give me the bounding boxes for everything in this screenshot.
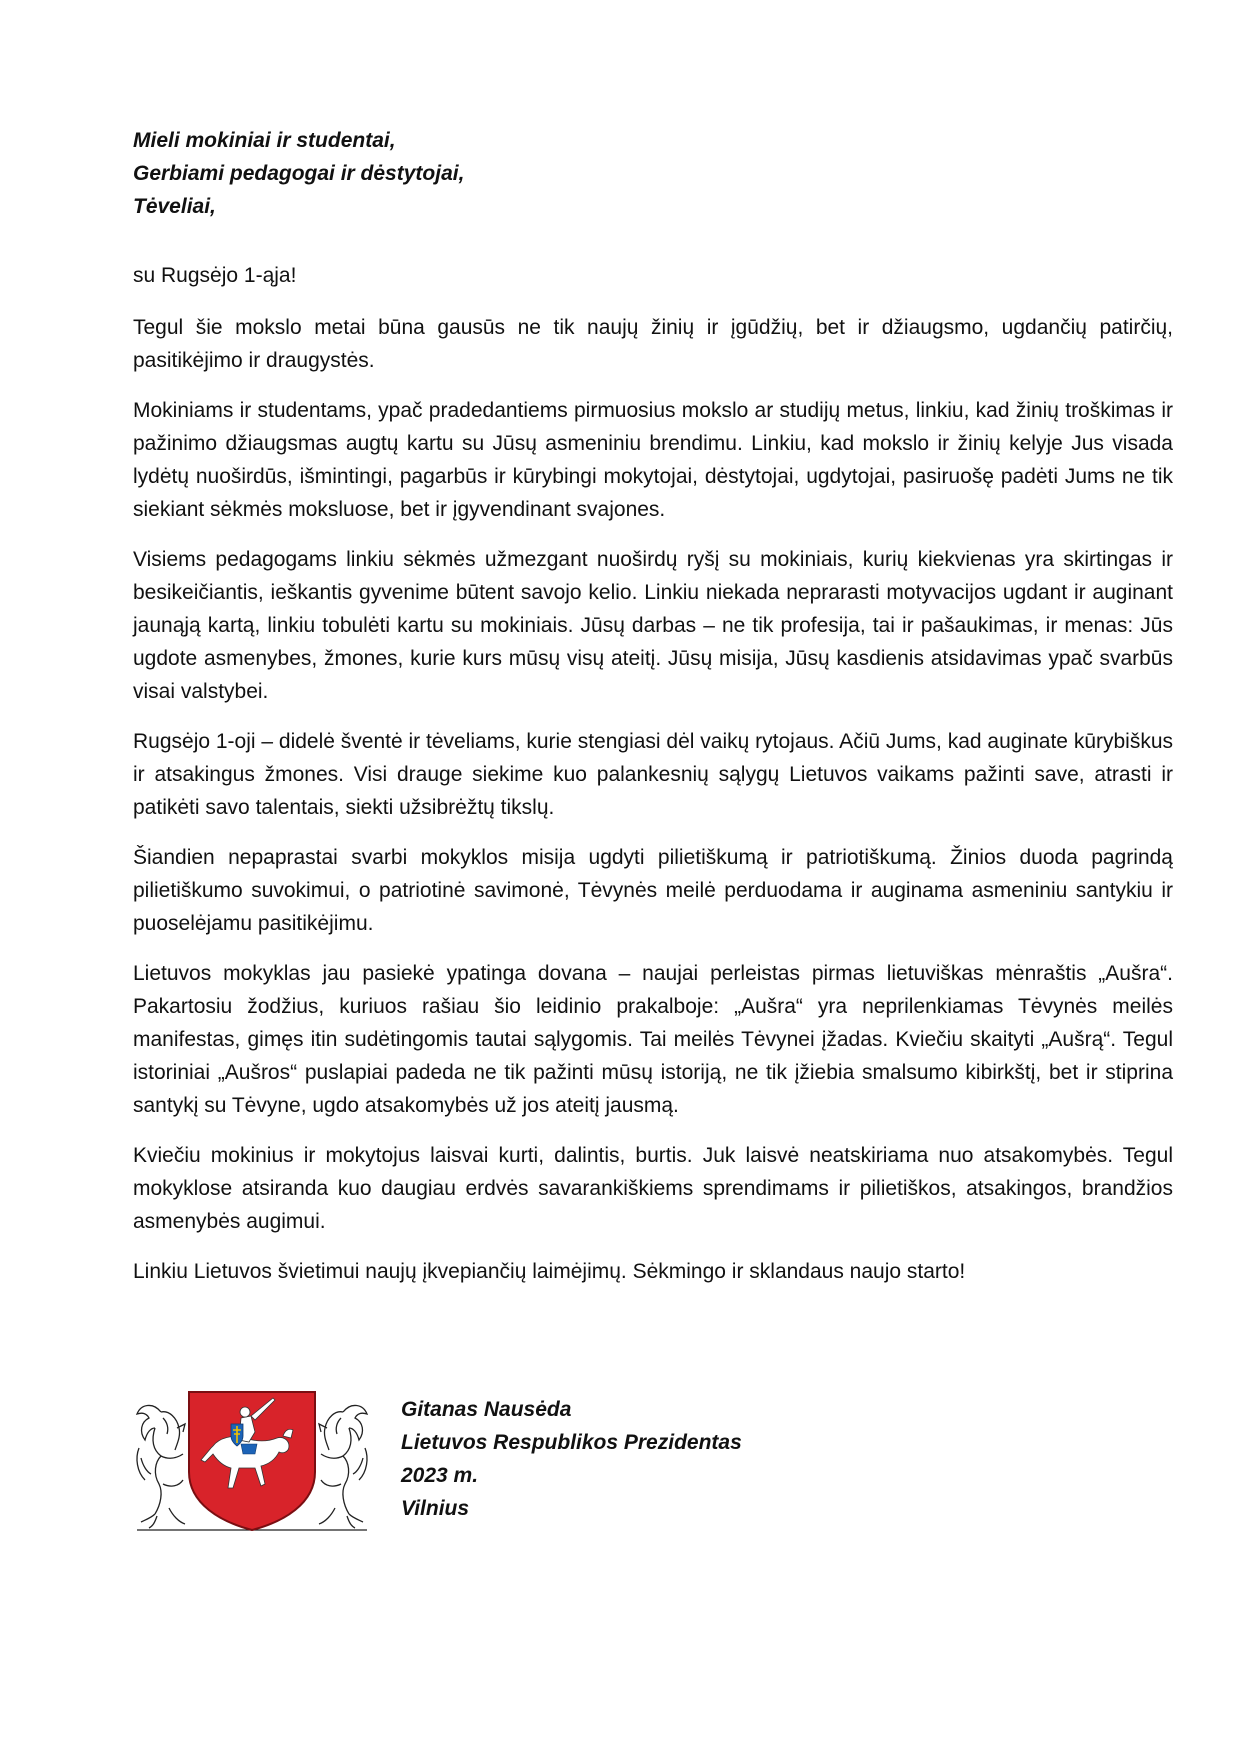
signatory-title: Lietuvos Respublikos Prezidentas	[401, 1431, 742, 1454]
closing-paragraph: Linkiu Lietuvos švietimui naujų įkvepiančių laimėjimų. Sėkmingo ir sklandaus naujo starto!	[133, 1260, 966, 1283]
paragraph: Mokiniams ir studentams, ypač pradedantiems pirmuosius mokslo ar studijų metus, linkiu, kad žinių troškimas ir pažinimo džiaugsmas augtų kartu su Jūsų asmeniniu brendimu. Linkiu, kad mokslo ir žinių kelyje Jus visada lydėtų nuoširdūs, išmintingi, pagarbūs ir kūrybingi mokytojai, dėstytojai, ugdytojai, pasiruošę padėti Jums ne tik siekiant sėkmės moksluose, bet ir įgyvendinant svajones.	[133, 399, 1173, 521]
salutation-line: Gerbiami pedagogai ir dėstytojai,	[133, 162, 465, 185]
paragraph: Lietuvos mokyklas jau pasiekė ypatinga dovana – naujai perleistas pirmas lietuviškas mėnraštis „Aušra“. Pakartosiu žodžius, kuriuos rašiau šio leidinio prakalboje: „Aušra“ yra neprilenkiamas Tėvynės meilės manifestas, gimęs itin sudėtingomis tautai sąlygomis. Tai meilės Tėvynei įžadas. Kviečiu skaityti „Aušrą“. Tegul istoriniai „Aušros“ puslapiai padeda ne tik pažinti mūsų istoriją, ne tik įžiebia smalsumo kibirkštį, bet ir stiprina santykį su Tėvyne, ugdo atsakomybės už jos ateitį jausmą.	[133, 962, 1173, 1117]
coat-of-arms-icon	[133, 1388, 371, 1534]
paragraph: Šiandien nepaprastai svarbi mokyklos misija ugdyti pilietiškumą ir patriotiškumą. Žinios duoda pagrindą pilietiškumo suvokimui, o patriotinė savimonė, Tėvynės meilė perduodama ir auginama asmeniniu santykiu ir puoselėjamu pasitikėjimu.	[133, 846, 1173, 935]
paragraph: Visiems pedagogams linkiu sėkmės užmezgant nuoširdų ryšį su mokiniais, kurių kiekvienas yra skirtingas ir besikeičiantis, ieškantis gyvenime būtent savojo kelio. Linkiu niekada neprarasti motyvacijos ugdant ir auginant jaunąją kartą, linkiu tobulėti kartu su mokiniais. Jūsų darbas – ne tik profesija, tai ir pašaukimas, ir menas: Jūs ugdote asmenybes, žmones, kurie kurs mūsų visų ateitį. Jūsų misija, Jūsų kasdienis atsidavimas ypač svarbūs visai valstybei.	[133, 548, 1173, 703]
greeting: su Rugsėjo 1-ąja!	[133, 264, 297, 287]
salutation-line: Mieli mokiniai ir studentai,	[133, 129, 396, 152]
paragraph: Kviečiu mokinius ir mokytojus laisvai kurti, dalintis, burtis. Juk laisvė neatskiriama nuo atsakomybės. Tegul mokyklose atsiranda kuo daugiau erdvės savarankiškiems sprendimams ir pilietiškos, atsakingos, brandžios asmenybės augimui.	[133, 1144, 1173, 1233]
signature-year: 2023 m.	[401, 1464, 479, 1487]
signature-block	[401, 1393, 901, 1525]
paragraph: Rugsėjo 1-oji – didelė šventė ir tėveliams, kurie stengiasi dėl vaikų rytojaus. Ačiū Jums, kad auginate kūrybiškus ir atsakingus žmones. Visi drauge siekime kuo palankesnių sąlygų Lietuvos vaikams pažinti save, atrasti ir patikėti savo talentais, siekti užsibrėžtų tikslų.	[133, 730, 1174, 819]
griffin-supporter-icon	[319, 1405, 367, 1528]
griffin-supporter-icon	[137, 1405, 185, 1528]
signature-city: Vilnius	[401, 1497, 470, 1520]
signatory-name: Gitanas Nausėda	[401, 1398, 572, 1421]
salutation-line: Tėveliai,	[133, 195, 216, 218]
paragraph: Tegul šie mokslo metai būna gausūs ne tik naujų žinių ir įgūdžių, bet ir džiaugsmo, ugdančių patirčių, pasitikėjimo ir draugystės.	[133, 316, 1173, 372]
salutation-block	[133, 124, 833, 223]
letter-body	[133, 259, 1173, 1305]
